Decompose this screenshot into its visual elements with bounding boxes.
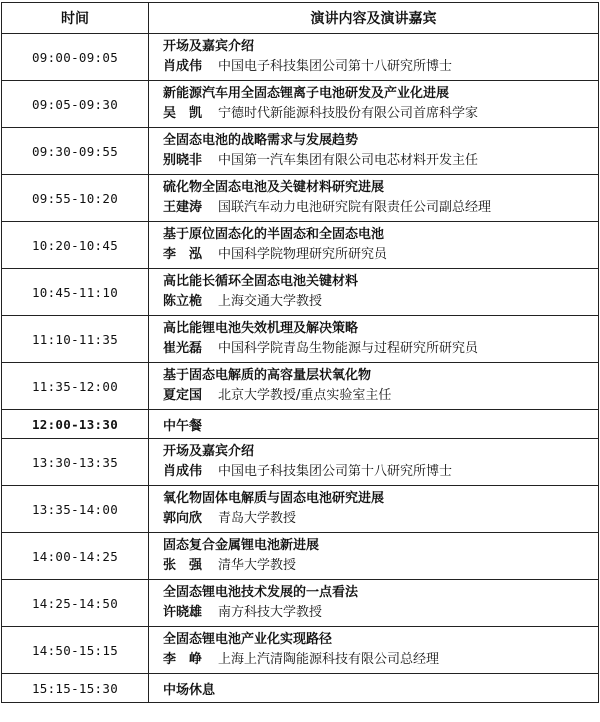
talk-details xyxy=(149,674,599,703)
talk-title: 基于原位固态化的半固态和全固态电池 xyxy=(163,227,385,242)
time-slot: 13:30-13:35 xyxy=(2,439,149,486)
header-row xyxy=(2,3,599,34)
speaker-affiliation: 中国电子科技集团公司第十八研究所博士 xyxy=(218,59,453,74)
speaker-affiliation: 中国科学院物理研究所研究员 xyxy=(218,247,388,262)
speaker-affiliation: 中国电子科技集团公司第十八研究所博士 xyxy=(218,464,453,479)
time-slot: 14:00-14:25 xyxy=(2,533,149,580)
talk-details xyxy=(149,175,599,222)
agenda-row xyxy=(2,81,599,128)
speaker-affiliation: 宁德时代新能源科技股份有限公司首席科学家 xyxy=(218,106,479,121)
speaker-line xyxy=(163,57,598,77)
header-time: 时间 xyxy=(2,3,149,34)
time-slot: 14:25-14:50 xyxy=(2,580,149,627)
speaker-name: 李 泓 xyxy=(163,247,203,262)
time-slot: 15:15-15:30 xyxy=(2,674,149,703)
speaker-line xyxy=(163,509,598,529)
talk-title: 全固态电池的战略需求与发展趋势 xyxy=(163,133,359,148)
talk-details xyxy=(149,269,599,316)
time-slot: 09:55-10:20 xyxy=(2,175,149,222)
speaker-line xyxy=(163,462,598,482)
speaker-name: 夏定国 xyxy=(163,388,203,403)
talk-details xyxy=(149,81,599,128)
talk-title: 新能源汽车用全固态锂离子电池研发及产业化进展 xyxy=(163,86,450,101)
talk-details xyxy=(149,486,599,533)
speaker-affiliation: 上海交通大学教授 xyxy=(218,294,323,309)
talk-details xyxy=(149,316,599,363)
speaker-line xyxy=(163,151,598,171)
time-slot: 11:35-12:00 xyxy=(2,363,149,410)
speaker-name: 别晓非 xyxy=(163,153,203,168)
agenda-row xyxy=(2,222,599,269)
speaker-affiliation: 南方科技大学教授 xyxy=(218,605,323,620)
speaker-name: 肖成伟 xyxy=(163,464,203,479)
header-content: 演讲内容及演讲嘉宾 xyxy=(149,3,599,34)
talk-details xyxy=(149,34,599,81)
speaker-affiliation: 国联汽车动力电池研究院有限责任公司副总经理 xyxy=(218,200,492,215)
time-slot: 11:10-11:35 xyxy=(2,316,149,363)
speaker-name: 吴 凯 xyxy=(163,106,203,121)
agenda-row xyxy=(2,410,599,439)
talk-title: 高比能锂电池失效机理及解决策略 xyxy=(163,321,359,336)
speaker-name: 陈立桅 xyxy=(163,294,203,309)
speaker-name: 郭向欣 xyxy=(163,511,203,526)
talk-title: 开场及嘉宾介绍 xyxy=(163,444,255,459)
agenda-row xyxy=(2,533,599,580)
time-slot: 12:00-13:30 xyxy=(2,410,149,439)
speaker-name: 李 峥 xyxy=(163,652,203,667)
agenda-row xyxy=(2,580,599,627)
time-slot: 09:00-09:05 xyxy=(2,34,149,81)
talk-title: 氧化物固体电解质与固态电池研究进展 xyxy=(163,491,385,506)
time-slot: 14:50-15:15 xyxy=(2,627,149,674)
speaker-affiliation: 上海上汽清陶能源科技有限公司总经理 xyxy=(218,652,440,667)
agenda-row xyxy=(2,128,599,175)
talk-title: 全固态锂电池技术发展的一点看法 xyxy=(163,585,359,600)
speaker-line xyxy=(163,245,598,265)
talk-details xyxy=(149,128,599,175)
talk-title: 固态复合金属锂电池新进展 xyxy=(163,538,320,553)
speaker-name: 张 强 xyxy=(163,558,203,573)
speaker-affiliation: 中国第一汽车集团有限公司电芯材料开发主任 xyxy=(218,153,479,168)
break-label: 中午餐 xyxy=(163,418,203,434)
agenda-table xyxy=(1,2,599,703)
speaker-line xyxy=(163,198,598,218)
speaker-line xyxy=(163,556,598,576)
time-slot: 10:45-11:10 xyxy=(2,269,149,316)
talk-title: 高比能长循环全固态电池关键材料 xyxy=(163,274,359,289)
speaker-line xyxy=(163,650,598,670)
talk-details xyxy=(149,410,599,439)
speaker-name: 肖成伟 xyxy=(163,59,203,74)
agenda-body xyxy=(2,34,599,703)
agenda-row xyxy=(2,316,599,363)
talk-details xyxy=(149,580,599,627)
agenda-row xyxy=(2,34,599,81)
time-slot: 09:05-09:30 xyxy=(2,81,149,128)
talk-details xyxy=(149,627,599,674)
speaker-line xyxy=(163,104,598,124)
speaker-name: 崔光磊 xyxy=(163,341,203,356)
agenda-row xyxy=(2,627,599,674)
talk-title: 全固态锂电池产业化实现路径 xyxy=(163,632,333,647)
speaker-affiliation: 青岛大学教授 xyxy=(218,511,297,526)
agenda-row xyxy=(2,486,599,533)
talk-details xyxy=(149,222,599,269)
speaker-affiliation: 中国科学院青岛生物能源与过程研究所研究员 xyxy=(218,341,479,356)
speaker-affiliation: 北京大学教授/重点实验室主任 xyxy=(218,388,392,403)
agenda-row xyxy=(2,175,599,222)
talk-title: 基于固态电解质的高容量层状氧化物 xyxy=(163,368,372,383)
time-slot: 10:20-10:45 xyxy=(2,222,149,269)
speaker-name: 许晓雄 xyxy=(163,605,203,620)
time-slot: 09:30-09:55 xyxy=(2,128,149,175)
talk-details xyxy=(149,533,599,580)
agenda-row xyxy=(2,439,599,486)
speaker-affiliation: 清华大学教授 xyxy=(218,558,297,573)
talk-title: 开场及嘉宾介绍 xyxy=(163,39,255,54)
speaker-line xyxy=(163,292,598,312)
speaker-name: 王建涛 xyxy=(163,200,203,215)
break-label: 中场休息 xyxy=(163,682,216,698)
talk-details xyxy=(149,439,599,486)
speaker-line xyxy=(163,603,598,623)
agenda-row xyxy=(2,269,599,316)
speaker-line xyxy=(163,339,598,359)
agenda-row xyxy=(2,674,599,703)
speaker-line xyxy=(163,386,598,406)
talk-details xyxy=(149,363,599,410)
talk-title: 硫化物全固态电池及关键材料研究进展 xyxy=(163,180,385,195)
agenda-row xyxy=(2,363,599,410)
time-slot: 13:35-14:00 xyxy=(2,486,149,533)
